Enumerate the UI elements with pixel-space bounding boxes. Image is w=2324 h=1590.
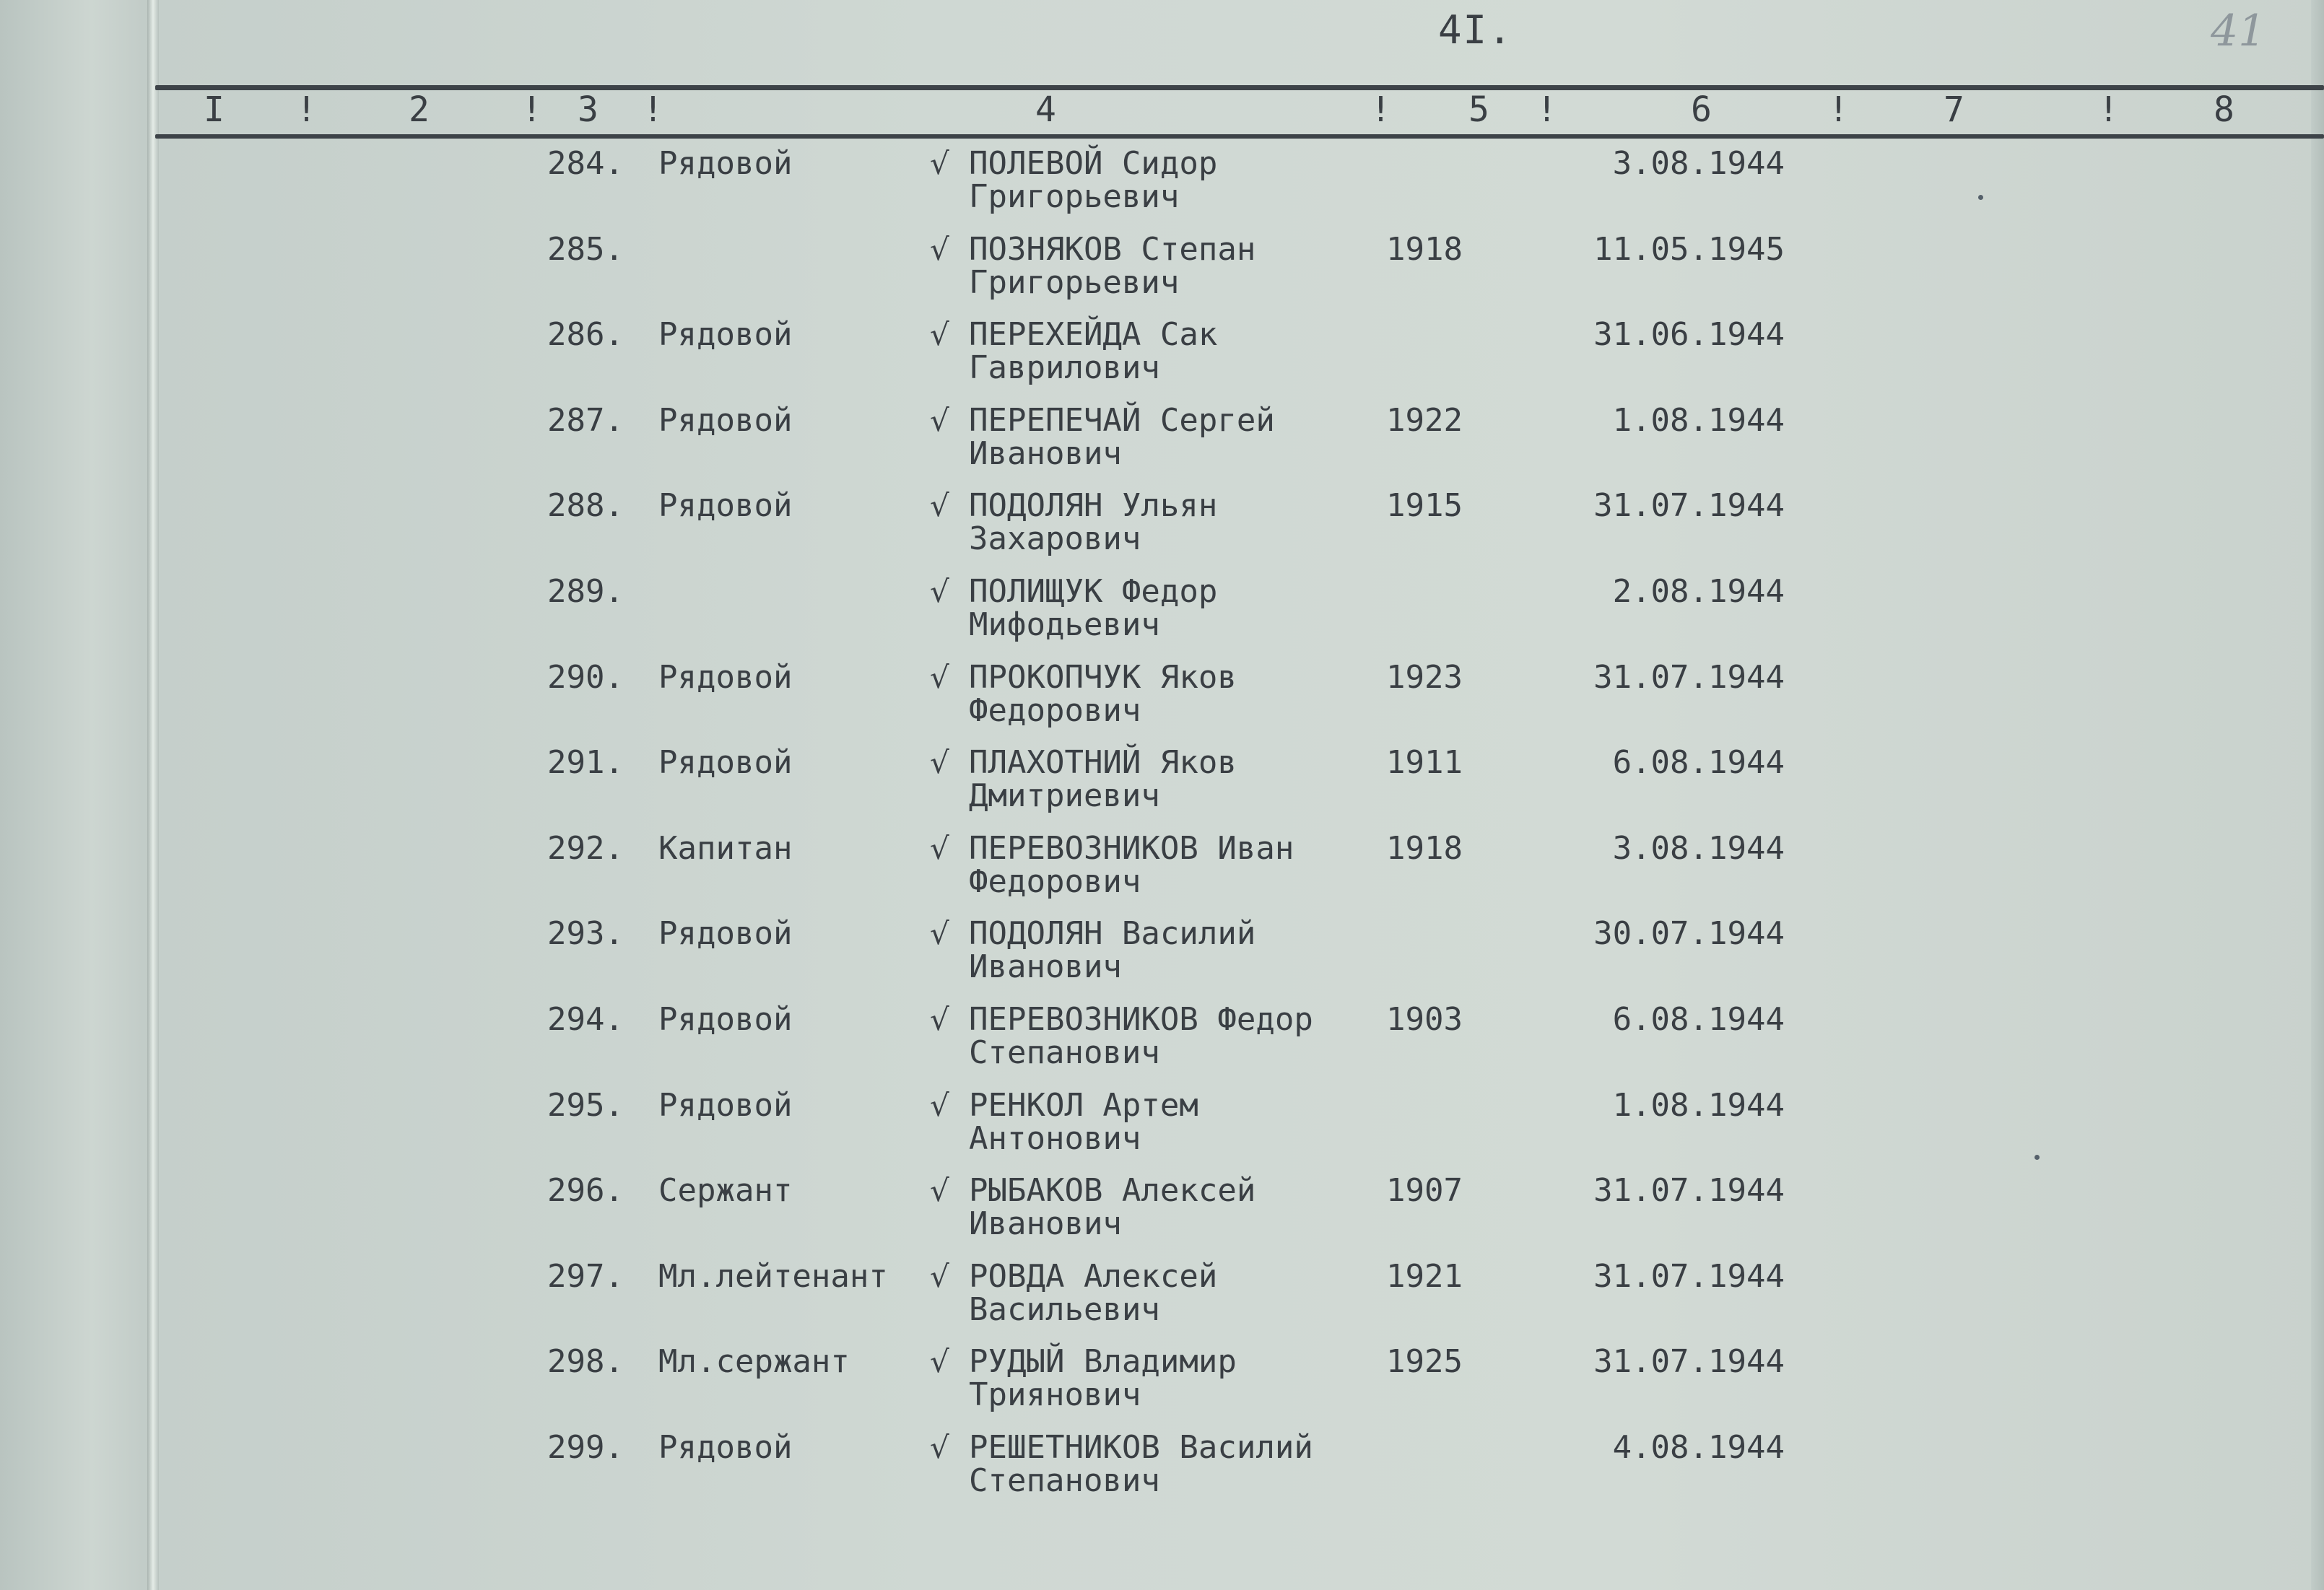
patronymic: Григорьевич — [969, 178, 1180, 215]
row-number: 289. — [547, 573, 624, 610]
check-mark-icon: √ — [930, 1173, 949, 1208]
patronymic: Федорович — [969, 863, 1141, 900]
row-number: 297. — [547, 1258, 624, 1295]
ink-speck — [1978, 195, 1983, 200]
full-name — [969, 404, 1275, 471]
military-rank: Рядовой — [658, 145, 793, 182]
column-header-1: I — [204, 89, 225, 130]
surname-first-name: РУДЫЙ Владимир — [969, 1343, 1237, 1380]
page-number: 4I. — [1438, 7, 1513, 53]
check-mark-icon: √ — [930, 1002, 949, 1037]
military-rank: Рядовой — [658, 1087, 793, 1124]
date: 6.08.1944 — [1612, 744, 1785, 781]
check-mark-icon: √ — [930, 1344, 949, 1379]
patronymic: Иванович — [969, 1205, 1122, 1242]
table-row — [0, 1169, 2324, 1254]
row-number: 293. — [547, 915, 624, 952]
table-row — [0, 741, 2324, 826]
row-number: 294. — [547, 1001, 624, 1038]
full-name — [969, 1260, 1217, 1327]
row-number: 292. — [547, 830, 624, 867]
column-header-5: 5 — [1468, 89, 1489, 130]
check-mark-icon: √ — [930, 403, 949, 438]
full-name — [969, 661, 1237, 728]
date: 2.08.1944 — [1612, 573, 1785, 610]
military-rank: Капитан — [658, 830, 793, 867]
check-mark-icon: √ — [930, 1430, 949, 1465]
full-name — [969, 1174, 1255, 1241]
patronymic: Захарович — [969, 520, 1141, 557]
military-rank: Мл.сержант — [658, 1343, 850, 1380]
table-row — [0, 997, 2324, 1083]
column-header-6: 6 — [1691, 89, 1712, 130]
column-header-4: 4 — [1035, 89, 1056, 130]
date: 3.08.1944 — [1612, 145, 1785, 182]
row-number: 295. — [547, 1087, 624, 1124]
military-rank: Сержант — [658, 1172, 793, 1209]
surname-first-name: ПОЛЕВОЙ Сидор — [969, 145, 1218, 182]
ink-speck — [2034, 1155, 2040, 1160]
check-mark-icon: √ — [930, 317, 949, 352]
full-name — [969, 575, 1217, 642]
military-rank: Рядовой — [658, 1001, 793, 1038]
row-number: 290. — [547, 659, 624, 696]
birth-year: 1903 — [1386, 1001, 1463, 1038]
birth-year: 1918 — [1386, 231, 1463, 268]
table-row — [0, 1083, 2324, 1169]
column-separator: ! — [1536, 89, 1557, 130]
surname-first-name: ПРОКОПЧУК Яков — [969, 659, 1237, 696]
table-row — [0, 313, 2324, 398]
patronymic: Иванович — [969, 435, 1122, 472]
row-number: 285. — [547, 231, 624, 268]
header-top-rule — [155, 85, 2324, 90]
table-row — [0, 484, 2324, 569]
surname-first-name: ПЕРЕВОЗНИКОВ Иван — [969, 830, 1294, 867]
full-name — [969, 147, 1217, 214]
table-row — [0, 1340, 2324, 1425]
check-mark-icon: √ — [930, 1259, 949, 1294]
header-bottom-rule — [155, 134, 2324, 139]
full-name — [969, 489, 1217, 556]
table-row — [0, 141, 2324, 227]
full-name — [969, 832, 1294, 899]
date: 31.07.1944 — [1593, 659, 1785, 696]
table-row — [0, 826, 2324, 912]
surname-first-name: РОВДА Алексей — [969, 1258, 1218, 1295]
patronymic: Степанович — [969, 1034, 1160, 1071]
surname-first-name: ПЕРЕХЕЙДА Сак — [969, 316, 1218, 353]
surname-first-name: РЕНКОЛ Артем — [969, 1087, 1198, 1124]
date: 31.07.1944 — [1593, 1172, 1785, 1209]
row-number: 299. — [547, 1429, 624, 1466]
full-name — [969, 1431, 1313, 1498]
table-row — [0, 912, 2324, 997]
column-header-2: 2 — [409, 89, 430, 130]
date: 1.08.1944 — [1612, 1087, 1785, 1124]
column-header-3: 3 — [578, 89, 599, 130]
birth-year: 1923 — [1386, 659, 1463, 696]
column-separator: ! — [643, 89, 663, 130]
column-separator: ! — [1370, 89, 1391, 130]
surname-first-name: ПЕРЕВОЗНИКОВ Федор — [969, 1001, 1313, 1038]
date: 31.07.1944 — [1593, 487, 1785, 524]
date: 31.06.1944 — [1593, 316, 1785, 353]
patronymic: Триянович — [969, 1376, 1141, 1413]
birth-year: 1907 — [1386, 1172, 1463, 1209]
birth-year: 1921 — [1386, 1258, 1463, 1295]
table-row — [0, 398, 2324, 484]
full-name — [969, 1089, 1198, 1156]
check-mark-icon: √ — [930, 660, 949, 695]
military-rank: Рядовой — [658, 316, 793, 353]
table-row — [0, 227, 2324, 313]
patronymic: Григорьевич — [969, 264, 1180, 301]
check-mark-icon: √ — [930, 1088, 949, 1123]
table-row — [0, 569, 2324, 655]
military-rank: Мл.лейтенант — [658, 1258, 888, 1295]
military-rank: Рядовой — [658, 744, 793, 781]
military-rank: Рядовой — [658, 915, 793, 952]
patronymic: Дмитриевич — [969, 777, 1160, 814]
surname-first-name: ПОЗНЯКОВ Степан — [969, 231, 1256, 268]
surname-first-name: ПОДОЛЯН Ульян — [969, 487, 1218, 524]
date: 31.07.1944 — [1593, 1343, 1785, 1380]
patronymic: Иванович — [969, 948, 1122, 985]
surname-first-name: ПЕРЕПЕЧАЙ Сергей — [969, 402, 1275, 439]
birth-year: 1911 — [1386, 744, 1463, 781]
military-rank: Рядовой — [658, 659, 793, 696]
row-number: 286. — [547, 316, 624, 353]
birth-year: 1918 — [1386, 830, 1463, 867]
patronymic: Гаврилович — [969, 349, 1160, 386]
check-mark-icon: √ — [930, 745, 949, 780]
birth-year: 1922 — [1386, 402, 1463, 439]
full-name — [969, 746, 1237, 813]
date: 11.05.1945 — [1593, 231, 1785, 268]
table-row — [0, 1254, 2324, 1340]
military-rank: Рядовой — [658, 487, 793, 524]
row-number: 287. — [547, 402, 624, 439]
full-name — [969, 318, 1217, 385]
handwritten-page-number: 41 — [2211, 6, 2266, 56]
surname-first-name: ПОЛИЩУК Федор — [969, 573, 1218, 610]
row-number: 298. — [547, 1343, 624, 1380]
date: 31.07.1944 — [1593, 1258, 1785, 1295]
birth-year: 1925 — [1386, 1343, 1463, 1380]
column-separator: ! — [296, 89, 317, 130]
military-rank: Рядовой — [658, 402, 793, 439]
surname-first-name: РЫБАКОВ Алексей — [969, 1172, 1256, 1209]
patronymic: Федорович — [969, 692, 1141, 729]
date: 30.07.1944 — [1593, 915, 1785, 952]
date: 4.08.1944 — [1612, 1429, 1785, 1466]
date: 1.08.1944 — [1612, 402, 1785, 439]
table-row — [0, 655, 2324, 741]
patronymic: Степанович — [969, 1462, 1160, 1499]
column-header-8: 8 — [2214, 89, 2234, 130]
surname-first-name: ПЛАХОТНИЙ Яков — [969, 744, 1237, 781]
surname-first-name: РЕШЕТНИКОВ Василий — [969, 1429, 1313, 1466]
row-number: 284. — [547, 145, 624, 182]
patronymic: Мифодьевич — [969, 606, 1160, 643]
patronymic: Антонович — [969, 1120, 1141, 1157]
column-separator: ! — [2098, 89, 2119, 130]
check-mark-icon: √ — [930, 916, 949, 951]
check-mark-icon: √ — [930, 146, 949, 181]
table-row — [0, 1425, 2324, 1511]
full-name — [969, 1003, 1313, 1070]
full-name — [969, 233, 1255, 300]
date: 3.08.1944 — [1612, 830, 1785, 867]
surname-first-name: ПОДОЛЯН Василий — [969, 915, 1256, 952]
full-name — [969, 1345, 1237, 1412]
column-separator: ! — [521, 89, 542, 130]
patronymic: Васильевич — [969, 1291, 1160, 1328]
check-mark-icon: √ — [930, 488, 949, 523]
check-mark-icon: √ — [930, 831, 949, 866]
column-separator: ! — [1828, 89, 1849, 130]
row-number: 288. — [547, 487, 624, 524]
check-mark-icon: √ — [930, 232, 949, 267]
column-header-7: 7 — [1944, 89, 1964, 130]
row-number: 296. — [547, 1172, 624, 1209]
full-name — [969, 917, 1255, 984]
check-mark-icon: √ — [930, 574, 949, 609]
birth-year: 1915 — [1386, 487, 1463, 524]
row-number: 291. — [547, 744, 624, 781]
date: 6.08.1944 — [1612, 1001, 1785, 1038]
military-rank: Рядовой — [658, 1429, 793, 1466]
